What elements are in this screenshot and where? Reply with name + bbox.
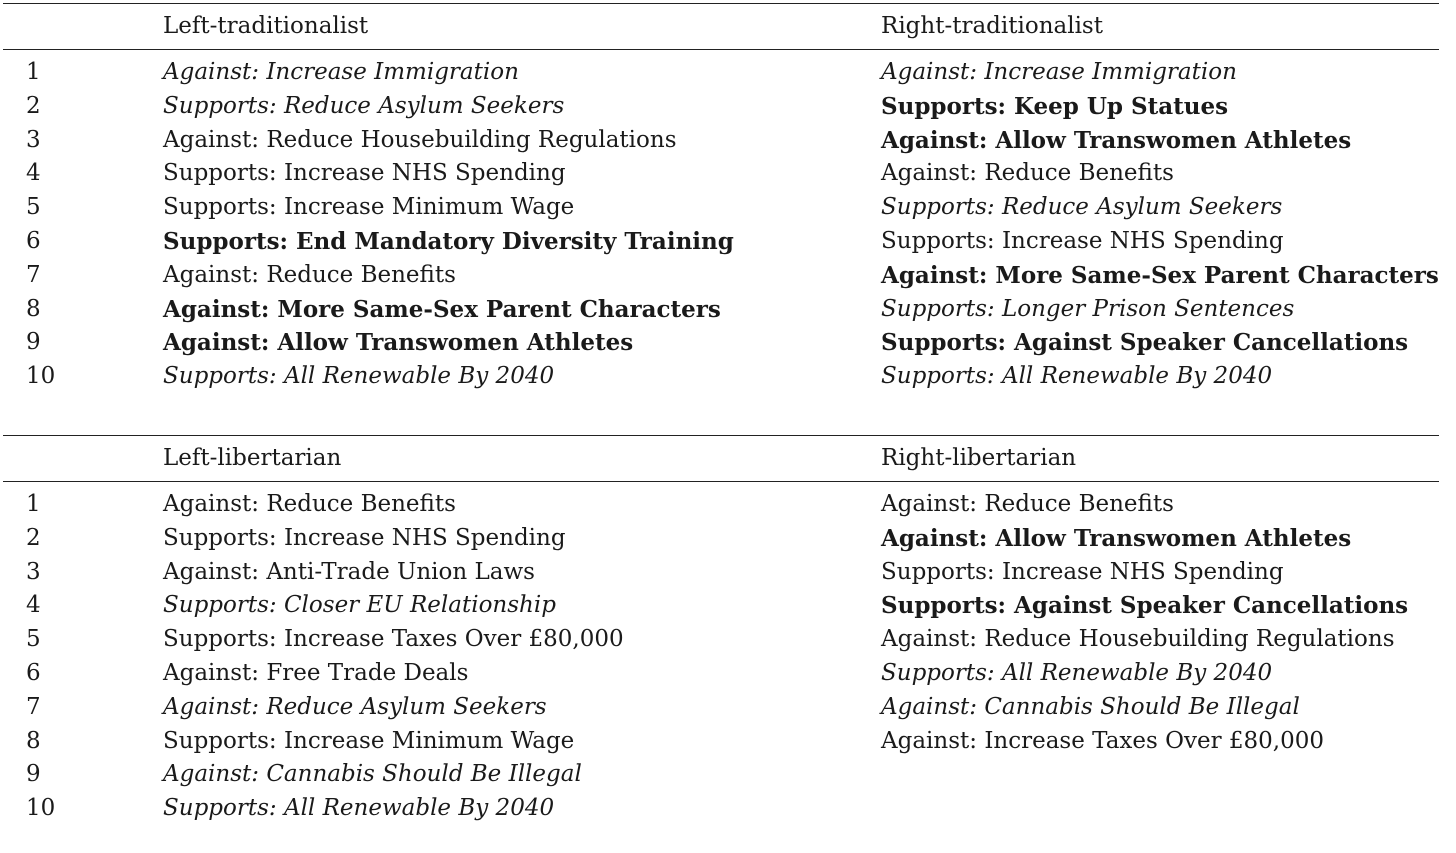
rank-number: 6 bbox=[26, 228, 41, 254]
right-issue-cell: Against: More Same-Sex Parent Characters bbox=[881, 261, 1439, 289]
left-issue-cell: Supports: Increase NHS Spending bbox=[163, 160, 566, 187]
right-issue-cell: Supports: All Renewable By 2040 bbox=[881, 363, 1273, 390]
left-issue-cell: Supports: Increase Taxes Over £80,000 bbox=[163, 626, 624, 653]
rank-number: 5 bbox=[26, 194, 41, 221]
right-issue-cell: Against: Allow Transwomen Athletes bbox=[881, 126, 1352, 154]
rank-number: 4 bbox=[26, 592, 41, 619]
right-issue-cell: Supports: Against Speaker Cancellations bbox=[881, 329, 1409, 357]
left-issue-cell: Against: Free Trade Deals bbox=[163, 660, 469, 686]
right-issue-cell: Supports: Longer Prison Sentences bbox=[881, 295, 1295, 322]
rank-number: 6 bbox=[26, 660, 41, 686]
rank-number: 9 bbox=[26, 329, 41, 356]
right-issue-cell: Against: Reduce Benefits bbox=[881, 491, 1174, 517]
left-issue-cell: Against: Cannabis Should Be Illegal bbox=[163, 761, 582, 788]
top-rule bbox=[3, 3, 1439, 4]
rank-number: 5 bbox=[26, 626, 41, 653]
left-issue-cell: Against: Allow Transwomen Athletes bbox=[163, 329, 634, 357]
right-issue-cell: Against: Cannabis Should Be Illegal bbox=[881, 693, 1300, 720]
top-rule bbox=[3, 435, 1439, 436]
rank-number: 2 bbox=[26, 524, 41, 551]
left-issue-cell: Supports: Reduce Asylum Seekers bbox=[163, 92, 565, 119]
header-left-traditionalist: Left-traditionalist bbox=[163, 13, 369, 39]
right-issue-cell: Against: Increase Taxes Over £80,000 bbox=[881, 727, 1324, 754]
left-issue-cell: Against: Reduce Benefits bbox=[163, 261, 456, 288]
left-issue-cell: Supports: Increase Minimum Wage bbox=[163, 194, 575, 221]
left-issue-cell: Against: Reduce Asylum Seekers bbox=[163, 693, 547, 720]
rank-number: 1 bbox=[26, 59, 41, 85]
right-issue-cell: Against: Increase Immigration bbox=[881, 59, 1237, 85]
rank-number: 10 bbox=[26, 363, 56, 390]
right-issue-cell: Supports: Increase NHS Spending bbox=[881, 558, 1284, 585]
rank-number: 10 bbox=[26, 795, 56, 822]
rank-number: 8 bbox=[26, 295, 41, 322]
left-issue-cell: Supports: Increase Minimum Wage bbox=[163, 727, 575, 754]
left-issue-cell: Against: More Same-Sex Parent Characters bbox=[163, 295, 721, 323]
header-right-libertarian: Right-libertarian bbox=[881, 445, 1077, 471]
left-issue-cell: Supports: All Renewable By 2040 bbox=[163, 795, 555, 822]
rank-number: 7 bbox=[26, 693, 41, 720]
rank-number: 7 bbox=[26, 261, 41, 288]
right-issue-cell: Against: Reduce Housebuilding Regulations bbox=[881, 626, 1395, 653]
right-issue-cell: Supports: Keep Up Statues bbox=[881, 92, 1229, 120]
right-issue-cell: Supports: Increase NHS Spending bbox=[881, 228, 1284, 254]
right-issue-cell: Supports: Reduce Asylum Seekers bbox=[881, 194, 1283, 221]
rank-number: 8 bbox=[26, 727, 41, 754]
header-left-libertarian: Left-libertarian bbox=[163, 445, 342, 471]
right-issue-cell: Against: Reduce Benefits bbox=[881, 160, 1174, 187]
left-issue-cell: Against: Reduce Housebuilding Regulations bbox=[163, 126, 677, 153]
rank-number: 4 bbox=[26, 160, 41, 187]
left-issue-cell: Supports: Closer EU Relationship bbox=[163, 592, 556, 619]
rank-number: 3 bbox=[26, 558, 41, 585]
left-issue-cell: Supports: Increase NHS Spending bbox=[163, 524, 566, 551]
left-issue-cell: Against: Reduce Benefits bbox=[163, 491, 456, 517]
left-issue-cell: Against: Anti-Trade Union Laws bbox=[163, 558, 535, 585]
right-issue-cell: Against: Allow Transwomen Athletes bbox=[881, 524, 1352, 552]
rank-number: 3 bbox=[26, 126, 41, 153]
right-issue-cell: Supports: All Renewable By 2040 bbox=[881, 660, 1273, 686]
left-issue-cell: Against: Increase Immigration bbox=[163, 59, 519, 85]
header-rule bbox=[3, 49, 1439, 50]
left-issue-cell: Supports: All Renewable By 2040 bbox=[163, 363, 555, 390]
rank-number: 9 bbox=[26, 761, 41, 788]
header-right-traditionalist: Right-traditionalist bbox=[881, 13, 1103, 39]
right-issue-cell: Supports: Against Speaker Cancellations bbox=[881, 592, 1409, 620]
left-issue-cell: Supports: End Mandatory Diversity Training bbox=[163, 228, 734, 255]
header-rule bbox=[3, 481, 1439, 482]
rank-number: 1 bbox=[26, 491, 41, 517]
rank-number: 2 bbox=[26, 92, 41, 119]
